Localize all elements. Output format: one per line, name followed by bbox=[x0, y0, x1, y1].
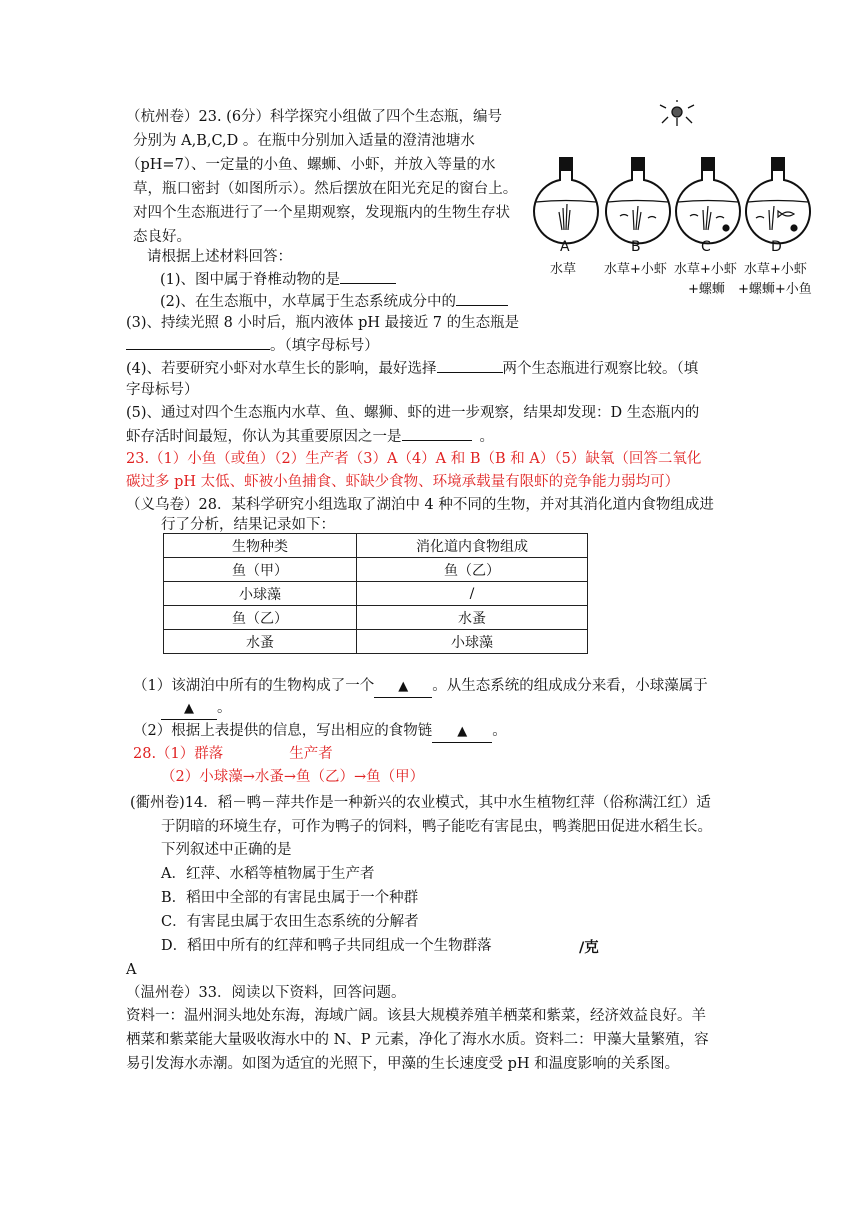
q23-sub3 bbox=[126, 335, 379, 356]
q28-ans1b: 生产者 bbox=[289, 746, 333, 762]
q28-sub1 bbox=[133, 676, 708, 698]
q33-line-1: （温州卷）33．阅读以下资料，回答问题。 bbox=[126, 985, 406, 1001]
q33-line-4: 易引发海水赤潮。如图为适宜的光照下，甲藻的生长速度受 pH 和温度影响的关系图。 bbox=[126, 1056, 680, 1072]
q23-sub3-blank[interactable] bbox=[126, 335, 270, 350]
bottle-c-label-2: +螺蛳 bbox=[688, 282, 725, 297]
q28-sub1-blank-1[interactable]: ▲ bbox=[374, 677, 432, 698]
q23-sub4b: 两个生态瓶进行观察比较。（填 bbox=[502, 361, 699, 377]
q23-line-5: 对四个生态瓶进行了一个星期观察，发现瓶内的生物生存状 bbox=[133, 205, 510, 221]
q28-line-1: （义乌卷）28．某科学研究小组选取了湖泊中 4 种不同的生物，并对其消化道内食物组成进 bbox=[126, 497, 714, 513]
q23-sub1 bbox=[160, 269, 396, 290]
q28-sub1b: 。从生态系统的组成成分来看，小球藻属于 bbox=[432, 678, 708, 694]
q23-sub2-blank[interactable] bbox=[456, 291, 508, 306]
bottle-d bbox=[746, 158, 810, 243]
q28-sub2 bbox=[133, 721, 507, 743]
q14-line-2: 于阴暗的环境生存，可作为鸭子的饲料，鸭子能吃有害昆虫，鸭粪肥田促进水稻生长。 bbox=[161, 819, 712, 835]
q28-ans1a: 28.（1）群落 bbox=[133, 746, 224, 762]
ecosystem-bottles-figure bbox=[530, 100, 820, 300]
q28-sub1-blank-2[interactable]: ▲ bbox=[161, 699, 217, 720]
q23-sub5b: 虾存活时间最短，你认为其重要原因之一是 bbox=[126, 429, 402, 445]
q23-sub3b: 。（填字母标号） bbox=[270, 338, 379, 354]
q23-answer-1: 23.（1）小鱼（或鱼）（2）生产者（3）A（4）A 和 B（B 和 A）（5）缺氧（回答二氧化 bbox=[126, 451, 702, 467]
q28-sub1a: （1）该湖泊中所有的生物构成了一个 bbox=[133, 678, 375, 694]
bottle-c bbox=[676, 158, 740, 243]
q23-line-1: （杭州卷）23. (6分）科学探究小组做了四个生态瓶，编号 bbox=[126, 109, 503, 125]
q23-line-6: 态良好。 bbox=[133, 229, 191, 245]
table-cell: 小球藻 bbox=[164, 582, 357, 606]
q14-stray-unit: /克 bbox=[579, 940, 599, 956]
q14-option-d: D．稻田中所有的红萍和鸭子共同组成一个生物群落 bbox=[161, 938, 492, 954]
q28-sub2a: （2）根据上表提供的信息，写出相应的食物链 bbox=[133, 723, 433, 739]
table-cell: 水蚤 bbox=[357, 606, 588, 630]
table-cell: 鱼（乙） bbox=[357, 558, 588, 582]
q23-sub5a: (5)、通过对四个生态瓶内水草、鱼、螺狮、虾的进一步观察，结果却发现：D 生态瓶内的 bbox=[126, 405, 700, 421]
q23-prompt: 请根据上述材料回答： bbox=[147, 249, 292, 265]
q33-line-2: 资料一：温州洞头地处东海，海域广阔。该县大规模养殖羊栖菜和紫菜，经济效益良好。羊 bbox=[126, 1008, 706, 1024]
q23-line-4: 草，瓶口密封（如图所示）。然后摆放在阳光充足的窗台上。 bbox=[133, 181, 518, 197]
table-row bbox=[164, 630, 588, 654]
bottle-c-label: 水草+小虾 bbox=[674, 262, 737, 277]
q23-line-2: 分别为 A,B,C,D 。在瓶中分别加入适量的澄清池塘水 bbox=[133, 133, 475, 149]
q23-sub3a: (3)、持续光照 8 小时后，瓶内液体 pH 最接近 7 的生态瓶是 bbox=[126, 315, 520, 331]
bottle-a-label: 水草 bbox=[550, 262, 577, 277]
q28-sub2-blank[interactable]: ▲ bbox=[432, 722, 492, 743]
table-cell: 鱼（乙） bbox=[164, 606, 357, 630]
bottle-d-label-2: +螺蛳+小鱼 bbox=[738, 282, 812, 297]
q23-sub1-blank[interactable] bbox=[340, 269, 396, 284]
table-header: 生物种类 bbox=[164, 534, 357, 558]
bottle-d-label: 水草+小虾 bbox=[744, 262, 807, 277]
q23-sub5-blank[interactable] bbox=[402, 426, 472, 441]
bottle-b-label: 水草+小虾 bbox=[604, 262, 667, 277]
q14-line-3: 下列叙述中正确的是 bbox=[161, 842, 292, 858]
q28-answer-2: （2）小球藻→水蚤→鱼（乙）→鱼（甲） bbox=[161, 769, 425, 785]
q33-line-3: 栖菜和紫菜能大量吸收海水中的 N、P 元素，净化了海水水质。资料二：甲藻大量繁殖，容 bbox=[126, 1032, 709, 1048]
q23-sub2 bbox=[160, 291, 508, 312]
table-header-row bbox=[164, 534, 588, 558]
q23-sub4 bbox=[126, 358, 698, 379]
table-cell: / bbox=[357, 582, 588, 606]
q28-answer-1 bbox=[133, 744, 333, 764]
bottle-a bbox=[534, 158, 598, 243]
table-row bbox=[164, 606, 588, 630]
table-row bbox=[164, 558, 588, 582]
sun-icon bbox=[660, 100, 694, 126]
q28-line-2: 行了分析，结果记录如下： bbox=[161, 517, 335, 533]
q28-sub1c: 。 bbox=[217, 700, 232, 716]
bottle-d-letter: D bbox=[771, 239, 782, 255]
bottle-b-letter: B bbox=[631, 239, 641, 255]
q23-sub4c: 字母标号） bbox=[126, 382, 199, 398]
q28-sub1-cont bbox=[161, 698, 232, 720]
q14-option-a: A．红萍、水稻等植物属于生产者 bbox=[161, 866, 375, 882]
q23-sub5 bbox=[126, 426, 494, 447]
table-row bbox=[164, 582, 588, 606]
q23-sub1-text: (1)、图中属于脊椎动物的是 bbox=[160, 272, 341, 288]
bottle-c-letter: C bbox=[701, 239, 711, 255]
q23-answer-2: 碳过多 pH 太低、虾被小鱼捕食、虾缺少食物、环境承载量有限虾的竞争能力弱均可） bbox=[126, 474, 680, 490]
q23-sub2-text: (2)、在生态瓶中，水草属于生态系统成分中的 bbox=[160, 294, 457, 310]
q14-option-c: C．有害昆虫属于农田生态系统的分解者 bbox=[161, 914, 419, 930]
table-header: 消化道内食物组成 bbox=[357, 534, 588, 558]
q23-line-3: （pH=7）、一定量的小鱼、螺蛳、小虾，并放入等量的水 bbox=[126, 157, 496, 173]
q28-sub2b: 。 bbox=[492, 723, 507, 739]
q14-line-1: (衢州卷)14．稻－鸭－萍共作是一种新兴的农业模式，其中水生植物红萍（俗称满江红）适 bbox=[130, 795, 711, 811]
bottle-a-letter: A bbox=[560, 239, 570, 255]
bottle-b bbox=[606, 158, 670, 243]
q14-option-b: B．稻田中全部的有害昆虫属于一个种群 bbox=[161, 890, 419, 906]
table-cell: 小球藻 bbox=[357, 630, 588, 654]
q14-answer: A bbox=[126, 962, 137, 978]
q23-sub5-end: 。 bbox=[479, 429, 494, 445]
q23-sub4a: (4)、若要研究小虾对水草生长的影响，最好选择 bbox=[126, 361, 437, 377]
food-composition-table bbox=[163, 533, 588, 654]
table-cell: 鱼（甲） bbox=[164, 558, 357, 582]
table-cell: 水蚤 bbox=[164, 630, 357, 654]
q23-sub4-blank[interactable] bbox=[437, 358, 503, 373]
